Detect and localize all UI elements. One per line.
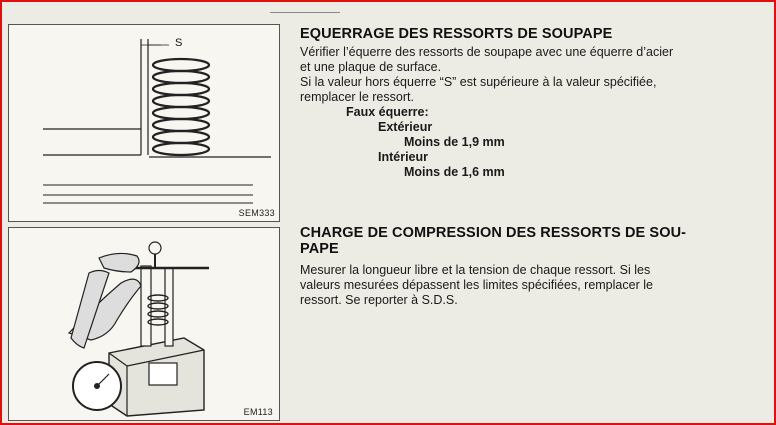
spec-heading: Faux équerre: — [346, 105, 429, 119]
section-title: EQUERRAGE DES RESSORTS DE SOUPAPE — [300, 26, 613, 42]
section-valve-spring-squareness — [300, 26, 760, 180]
figure-spring-squareness — [8, 24, 280, 222]
spec-outer-label: Extérieur — [378, 120, 433, 134]
paragraph-line: Si la valeur hors équerre “S” est supérieure à la valeur spécifiée, — [300, 75, 657, 89]
paragraph-line: ressort. Se reporter à S.D.S. — [300, 293, 458, 307]
spec-inner-value: Moins de 1,6 mm — [404, 165, 505, 179]
spring-squareness-drawing — [9, 25, 279, 221]
spec-outer-value: Moins de 1,9 mm — [404, 135, 505, 149]
figure-code: EM113 — [243, 407, 273, 417]
paragraph-line: remplacer le ressort. — [300, 90, 414, 104]
dimension-label-s: S — [175, 37, 183, 49]
figure-code: SEM333 — [238, 208, 275, 218]
section-title-line1: CHARGE DE COMPRESSION DES RESSORTS DE SOU- — [300, 225, 687, 241]
paragraph-line: valeurs mesurées dépassent les limites spécifiées, remplacer le — [300, 278, 653, 292]
paragraph-line: Mesurer la longueur libre et la tension de chaque ressort. Si les — [300, 263, 651, 277]
top-rule — [270, 12, 340, 13]
spring-tester-drawing — [9, 228, 279, 420]
figure-spring-tester — [8, 227, 280, 421]
section-spring-compression — [300, 225, 760, 308]
section-title-line2: PAPE — [300, 241, 339, 257]
paragraph-line: et une plaque de surface. — [300, 60, 442, 74]
paragraph-line: Vérifier l’équerre des ressorts de soupape avec une équerre d’acier — [300, 45, 674, 59]
spec-inner-label: Intérieur — [378, 150, 429, 164]
